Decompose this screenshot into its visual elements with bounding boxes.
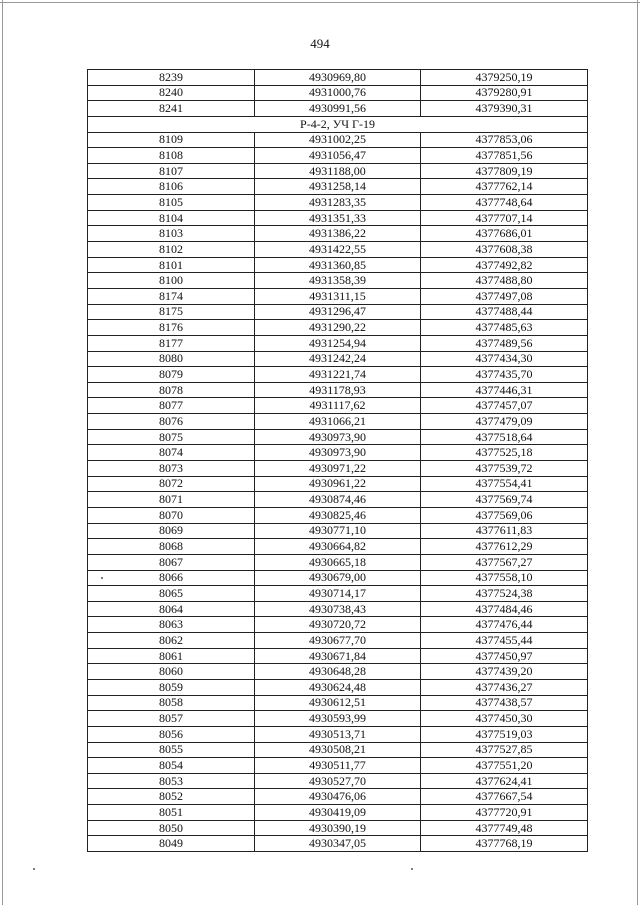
- x-coordinate-cell: 4931311,15: [255, 288, 421, 304]
- y-coordinate-cell: 4377488,80: [421, 273, 588, 289]
- x-coordinate-cell: 4930511,77: [255, 758, 421, 774]
- point-number-cell: 8052: [88, 789, 255, 805]
- point-number-cell: 8064: [88, 601, 255, 617]
- point-number-cell: 8066: [88, 570, 255, 586]
- x-coordinate-cell: 4930508,21: [255, 742, 421, 758]
- table-row: [88, 195, 588, 211]
- x-coordinate-cell: 4930771,10: [255, 523, 421, 539]
- x-coordinate-cell: 4931000,76: [255, 85, 421, 101]
- table-row: [88, 461, 588, 477]
- y-coordinate-cell: 4377707,14: [421, 210, 588, 226]
- y-coordinate-cell: 4377479,09: [421, 414, 588, 430]
- x-coordinate-cell: 4931283,35: [255, 195, 421, 211]
- point-number-cell: 8056: [88, 726, 255, 742]
- y-coordinate-cell: 4377455,44: [421, 633, 588, 649]
- point-number-cell: 8100: [88, 273, 255, 289]
- point-number-cell: 8105: [88, 195, 255, 211]
- point-number-cell: 8174: [88, 288, 255, 304]
- table-row: [88, 633, 588, 649]
- x-coordinate-cell: 4930720,72: [255, 617, 421, 633]
- x-coordinate-cell: 4931254,94: [255, 335, 421, 351]
- x-coordinate-cell: 4930961,22: [255, 476, 421, 492]
- coordinates-table: [87, 69, 588, 852]
- table-row: [88, 273, 588, 289]
- section-header-label: Р-4-2, УЧ Г-19: [88, 116, 588, 132]
- point-number-cell: 8065: [88, 586, 255, 602]
- y-coordinate-cell: 4377488,44: [421, 304, 588, 320]
- y-coordinate-cell: 4377762,14: [421, 179, 588, 195]
- point-number-cell: 8057: [88, 711, 255, 727]
- scan-edge-top: [0, 2, 640, 3]
- point-number-cell: 8240: [88, 85, 255, 101]
- scan-speck: [411, 868, 413, 870]
- x-coordinate-cell: 4931296,47: [255, 304, 421, 320]
- point-number-cell: 8070: [88, 507, 255, 523]
- table-row: [88, 836, 588, 852]
- x-coordinate-cell: 4931056,47: [255, 148, 421, 164]
- table-row: [88, 242, 588, 258]
- y-coordinate-cell: 4377809,19: [421, 163, 588, 179]
- x-coordinate-cell: 4930874,46: [255, 492, 421, 508]
- y-coordinate-cell: 4377519,03: [421, 726, 588, 742]
- table-row: [88, 179, 588, 195]
- table-row: [88, 570, 588, 586]
- scan-edge-left: [2, 0, 3, 905]
- table-row: [88, 507, 588, 523]
- table-row: [88, 101, 588, 117]
- y-coordinate-cell: 4377527,85: [421, 742, 588, 758]
- y-coordinate-cell: 4377608,38: [421, 242, 588, 258]
- x-coordinate-cell: 4930593,99: [255, 711, 421, 727]
- table-row: [88, 742, 588, 758]
- y-coordinate-cell: 4377485,63: [421, 320, 588, 336]
- y-coordinate-cell: 4377489,56: [421, 335, 588, 351]
- point-number-cell: 8067: [88, 554, 255, 570]
- y-coordinate-cell: 4377446,31: [421, 382, 588, 398]
- x-coordinate-cell: 4931351,33: [255, 210, 421, 226]
- y-coordinate-cell: 4377558,10: [421, 570, 588, 586]
- y-coordinate-cell: 4377450,30: [421, 711, 588, 727]
- table-row: [88, 601, 588, 617]
- table-row: [88, 726, 588, 742]
- point-number-cell: 8106: [88, 179, 255, 195]
- x-coordinate-cell: 4930679,00: [255, 570, 421, 586]
- scan-edge-right: [637, 0, 638, 905]
- table-row: [88, 586, 588, 602]
- y-coordinate-cell: 4377457,07: [421, 398, 588, 414]
- point-number-cell: 8107: [88, 163, 255, 179]
- y-coordinate-cell: 4377524,38: [421, 586, 588, 602]
- x-coordinate-cell: 4930677,70: [255, 633, 421, 649]
- point-number-cell: 8241: [88, 101, 255, 117]
- x-coordinate-cell: 4931290,22: [255, 320, 421, 336]
- table-row: [88, 523, 588, 539]
- y-coordinate-cell: 4377492,82: [421, 257, 588, 273]
- x-coordinate-cell: 4931360,85: [255, 257, 421, 273]
- point-number-cell: 8051: [88, 805, 255, 821]
- x-coordinate-cell: 4930624,48: [255, 679, 421, 695]
- y-coordinate-cell: 4377450,97: [421, 648, 588, 664]
- y-coordinate-cell: 4377435,70: [421, 367, 588, 383]
- table-row: [88, 648, 588, 664]
- point-number-cell: 8061: [88, 648, 255, 664]
- table-row: [88, 539, 588, 555]
- table-row: [88, 414, 588, 430]
- point-number-cell: 8071: [88, 492, 255, 508]
- y-coordinate-cell: 4377720,91: [421, 805, 588, 821]
- x-coordinate-cell: 4930612,51: [255, 695, 421, 711]
- point-number-cell: 8073: [88, 461, 255, 477]
- point-number-cell: 8175: [88, 304, 255, 320]
- table-row: [88, 679, 588, 695]
- y-coordinate-cell: 4377476,44: [421, 617, 588, 633]
- x-coordinate-cell: 4930527,70: [255, 773, 421, 789]
- point-number-cell: 8060: [88, 664, 255, 680]
- table-row: [88, 132, 588, 148]
- page-number: 494: [310, 36, 330, 51]
- x-coordinate-cell: 4930969,80: [255, 70, 421, 86]
- table-row: [88, 70, 588, 86]
- y-coordinate-cell: 4377434,30: [421, 351, 588, 367]
- table-row: [88, 664, 588, 680]
- point-number-cell: 8176: [88, 320, 255, 336]
- x-coordinate-cell: 4930665,18: [255, 554, 421, 570]
- point-number-cell: 8078: [88, 382, 255, 398]
- table-row: [88, 367, 588, 383]
- table-row: [88, 288, 588, 304]
- y-coordinate-cell: 4377525,18: [421, 445, 588, 461]
- point-number-cell: 8072: [88, 476, 255, 492]
- y-coordinate-cell: 4377567,27: [421, 554, 588, 570]
- point-number-cell: 8055: [88, 742, 255, 758]
- y-coordinate-cell: 4379250,19: [421, 70, 588, 86]
- point-number-cell: 8049: [88, 836, 255, 852]
- x-coordinate-cell: 4931358,39: [255, 273, 421, 289]
- table-row: [88, 820, 588, 836]
- x-coordinate-cell: 4930991,56: [255, 101, 421, 117]
- table-row: [88, 148, 588, 164]
- point-number-cell: 8109: [88, 132, 255, 148]
- point-number-cell: 8104: [88, 210, 255, 226]
- x-coordinate-cell: 4930973,90: [255, 429, 421, 445]
- point-number-cell: 8054: [88, 758, 255, 774]
- table-row: [88, 492, 588, 508]
- point-number-cell: 8059: [88, 679, 255, 695]
- x-coordinate-cell: 4931188,00: [255, 163, 421, 179]
- point-number-cell: 8074: [88, 445, 255, 461]
- point-number-cell: 8239: [88, 70, 255, 86]
- x-coordinate-cell: 4930390,19: [255, 820, 421, 836]
- y-coordinate-cell: 4379280,91: [421, 85, 588, 101]
- point-number-cell: 8077: [88, 398, 255, 414]
- x-coordinate-cell: 4930971,22: [255, 461, 421, 477]
- table-row: [88, 320, 588, 336]
- y-coordinate-cell: 4377611,83: [421, 523, 588, 539]
- point-number-cell: 8101: [88, 257, 255, 273]
- y-coordinate-cell: 4377853,06: [421, 132, 588, 148]
- table-row: [88, 382, 588, 398]
- table-row: [88, 429, 588, 445]
- y-coordinate-cell: 4377436,27: [421, 679, 588, 695]
- x-coordinate-cell: 4931221,74: [255, 367, 421, 383]
- x-coordinate-cell: 4930825,46: [255, 507, 421, 523]
- point-number-cell: 8108: [88, 148, 255, 164]
- x-coordinate-cell: 4930973,90: [255, 445, 421, 461]
- table-row: [88, 554, 588, 570]
- x-coordinate-cell: 4930476,06: [255, 789, 421, 805]
- y-coordinate-cell: 4377497,08: [421, 288, 588, 304]
- point-number-cell: 8058: [88, 695, 255, 711]
- y-coordinate-cell: 4377551,20: [421, 758, 588, 774]
- x-coordinate-cell: 4931422,55: [255, 242, 421, 258]
- point-number-cell: 8075: [88, 429, 255, 445]
- x-coordinate-cell: 4931002,25: [255, 132, 421, 148]
- point-number-cell: 8103: [88, 226, 255, 242]
- table-row: [88, 695, 588, 711]
- point-number-cell: 8063: [88, 617, 255, 633]
- x-coordinate-cell: 4931178,93: [255, 382, 421, 398]
- x-coordinate-cell: 4931242,24: [255, 351, 421, 367]
- y-coordinate-cell: 4377484,46: [421, 601, 588, 617]
- y-coordinate-cell: 4377569,06: [421, 507, 588, 523]
- y-coordinate-cell: 4377624,41: [421, 773, 588, 789]
- x-coordinate-cell: 4930714,17: [255, 586, 421, 602]
- table-row: [88, 163, 588, 179]
- point-number-cell: 8102: [88, 242, 255, 258]
- point-number-cell: 8068: [88, 539, 255, 555]
- x-coordinate-cell: 4931386,22: [255, 226, 421, 242]
- x-coordinate-cell: 4930738,43: [255, 601, 421, 617]
- table-row: [88, 226, 588, 242]
- point-number-cell: 8050: [88, 820, 255, 836]
- scan-speck: [33, 868, 35, 870]
- y-coordinate-cell: 4379390,31: [421, 101, 588, 117]
- y-coordinate-cell: 4377518,64: [421, 429, 588, 445]
- point-number-cell: 8069: [88, 523, 255, 539]
- coordinates-table-body: [88, 70, 588, 852]
- y-coordinate-cell: 4377686,01: [421, 226, 588, 242]
- x-coordinate-cell: 4931258,14: [255, 179, 421, 195]
- table-row: [88, 210, 588, 226]
- y-coordinate-cell: 4377569,74: [421, 492, 588, 508]
- x-coordinate-cell: 4930648,28: [255, 664, 421, 680]
- table-row: [88, 476, 588, 492]
- table-row: [88, 805, 588, 821]
- y-coordinate-cell: 4377667,54: [421, 789, 588, 805]
- point-number-cell: 8080: [88, 351, 255, 367]
- y-coordinate-cell: 4377748,64: [421, 195, 588, 211]
- point-number-cell: 8079: [88, 367, 255, 383]
- y-coordinate-cell: 4377612,29: [421, 539, 588, 555]
- table-row: [88, 335, 588, 351]
- table-row: [88, 351, 588, 367]
- point-number-cell: 8062: [88, 633, 255, 649]
- x-coordinate-cell: 4930664,82: [255, 539, 421, 555]
- x-coordinate-cell: 4931117,62: [255, 398, 421, 414]
- y-coordinate-cell: 4377539,72: [421, 461, 588, 477]
- point-number-cell: 8076: [88, 414, 255, 430]
- table-row: [88, 711, 588, 727]
- x-coordinate-cell: 4931066,21: [255, 414, 421, 430]
- table-row: [88, 85, 588, 101]
- table-row: [88, 773, 588, 789]
- y-coordinate-cell: 4377749,48: [421, 820, 588, 836]
- y-coordinate-cell: 4377851,56: [421, 148, 588, 164]
- y-coordinate-cell: 4377439,20: [421, 664, 588, 680]
- point-number-cell: 8053: [88, 773, 255, 789]
- section-header-row: [88, 116, 588, 132]
- table-row: [88, 304, 588, 320]
- x-coordinate-cell: 4930419,09: [255, 805, 421, 821]
- y-coordinate-cell: 4377768,19: [421, 836, 588, 852]
- x-coordinate-cell: 4930347,05: [255, 836, 421, 852]
- point-number-cell: 8177: [88, 335, 255, 351]
- table-row: [88, 445, 588, 461]
- y-coordinate-cell: 4377438,57: [421, 695, 588, 711]
- x-coordinate-cell: 4930513,71: [255, 726, 421, 742]
- table-row: [88, 398, 588, 414]
- x-coordinate-cell: 4930671,84: [255, 648, 421, 664]
- table-row: [88, 257, 588, 273]
- table-row: [88, 758, 588, 774]
- y-coordinate-cell: 4377554,41: [421, 476, 588, 492]
- table-row: [88, 789, 588, 805]
- table-row: [88, 617, 588, 633]
